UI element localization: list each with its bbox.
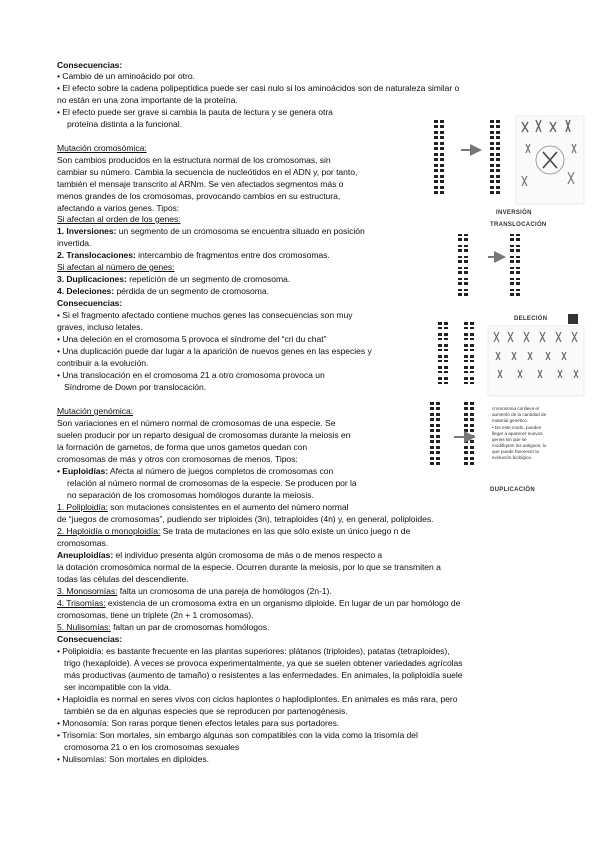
chromosome — [438, 344, 442, 351]
chromosome — [440, 142, 444, 150]
text-line: Son variaciones en el número normal de cromosomas de una especie. Se — [57, 418, 336, 428]
note-line: cromosoma conlleva el — [492, 406, 539, 411]
chromosome — [464, 355, 468, 362]
chromosome — [490, 186, 494, 194]
text-line — [57, 502, 349, 513]
text-line: cromosomas, tiene un triplete (2n + 1 cromosomas). — [57, 610, 254, 620]
chromosome — [470, 402, 474, 410]
chromosome — [490, 142, 494, 150]
translocation-chromosomes-after — [510, 234, 520, 296]
text-line: menos grandes de los cromosomas, provocando cambios en su estructura, — [57, 191, 341, 201]
term-euploidias: • Euploidías: — [57, 466, 109, 476]
term-trisomias: 4. Trisomías: — [57, 598, 106, 608]
label-translocacion: TRANSLOCACIÓN — [490, 222, 547, 228]
term-nulisomias: 5. Nulisomías: — [57, 622, 111, 632]
text-line — [57, 286, 269, 297]
chromosome — [516, 278, 520, 285]
chromosome — [516, 267, 520, 274]
chromosome — [436, 446, 440, 454]
deletion-chromosomes — [464, 322, 474, 384]
chromosome — [464, 457, 468, 465]
chromosome — [440, 175, 444, 183]
chromosome — [516, 289, 520, 296]
chromosome — [464, 344, 468, 351]
chromosome — [438, 377, 442, 384]
text-line: también el mensaje transcrito al ARNm. Se ven afectados segmentos más o — [57, 179, 344, 189]
text-line: de “juegos de cromosomas”, pudiendo ser triploides (3n), tetraploides (4n) y, en general, poliploides. — [57, 514, 434, 524]
chromosome — [440, 153, 444, 161]
text-line: proteína distinta a la funcional. — [67, 119, 182, 129]
definition: faltan un par de cromosomas homólogos. — [110, 622, 270, 632]
chromosome — [496, 120, 500, 128]
term-monosomias: 3. Monosomías: — [57, 586, 118, 596]
duplication-chromosomes-after — [464, 402, 474, 465]
note-line: aumento de la cantidad de — [492, 412, 547, 417]
chromosome — [434, 164, 438, 172]
text-line: la dotación cromosómica normal de la especie. Ocurren durante la meiosis, por lo que se transmiten a — [57, 562, 441, 572]
subheading-orden: Si afectan al orden de los genes: — [57, 214, 181, 224]
chromosome — [464, 256, 468, 263]
chromosome — [516, 234, 520, 241]
label-inversion: INVERSIÓN — [496, 210, 532, 216]
text-line: • El efecto sobre la cadena polipeptídica puede ser casi nulo si los aminoácidos son de naturaleza similar o — [57, 83, 460, 93]
term-haploidia: 2. Haploidía o monoploidía: — [57, 526, 161, 536]
chromosome — [434, 131, 438, 139]
chromosome — [436, 402, 440, 410]
text-line: la formación de gametos, de forma que unos gametos quedan con — [57, 442, 308, 452]
note-line: evolución biológica. — [492, 455, 533, 460]
chromosome — [458, 245, 462, 252]
mutacion-cromosomica-heading: Mutación cromosómica: — [57, 143, 147, 153]
label-duplicacion: DUPLICACIÓN — [490, 487, 535, 493]
chromosome — [430, 413, 434, 421]
chromosome — [496, 186, 500, 194]
chromosome — [470, 355, 474, 362]
chromosome — [444, 322, 448, 329]
definition: falta un cromosoma de una pareja de homólogos (2n-1). — [117, 586, 332, 596]
text-line: • Cambio de un aminoácido por otro. — [57, 71, 195, 81]
chromosome — [490, 131, 494, 139]
text-line: afectando a varios genes. Tipos: — [57, 203, 180, 213]
consecuencias-heading-2: Consecuencias: — [57, 298, 123, 308]
text-line: • Monosomía: Son raras porque tienen efectos letales para sus portadores. — [57, 718, 340, 728]
text-line: Son cambios producidos en la estructura normal de los cromosomas, sin — [57, 155, 331, 165]
chromosome — [444, 377, 448, 384]
text-line — [57, 250, 330, 261]
chromosome — [470, 377, 474, 384]
chromosome — [470, 344, 474, 351]
text-line: • Poliploidía: es bastante frecuente en las plantas superiores: plátanos (triploides), patatas (tetraploides), — [57, 646, 450, 656]
chromosome — [470, 446, 474, 454]
chromosome — [434, 175, 438, 183]
subheading-numero: Si afectan al número de genes: — [57, 262, 175, 272]
consecuencias-heading-1: Consecuencias: — [57, 60, 123, 70]
chromosome — [444, 355, 448, 362]
text-line: también se da en algunas especies que se reproducen por partenogénesis. — [64, 706, 348, 716]
duplication-chromosomes-before — [430, 402, 440, 465]
chromosome — [464, 333, 468, 340]
text-line: graves, incluso letales. — [57, 322, 143, 332]
text-line: cromosomas. — [57, 538, 109, 548]
text-line: suelen producir por un reparto desigual de cromosomas durante la meiosis en — [57, 430, 351, 440]
chromosome — [496, 131, 500, 139]
chromosome — [464, 413, 468, 421]
note-line: modifiquen los antiguos, lo — [492, 443, 547, 448]
definition: existencia de un cromosoma extra en un organismo diploide. En lugar de un par homólogo de — [105, 598, 461, 608]
karyotype-photo-inversion — [516, 116, 584, 204]
chromosome — [436, 435, 440, 443]
text-line: invertida. — [57, 238, 92, 248]
chromosome — [464, 234, 468, 241]
text-line: • Haploidía es normal en seres vivos con ciclos haplontes o haplodiplontes. En animales es más rara, pero — [57, 694, 458, 704]
chromosome — [464, 267, 468, 274]
text-line: • Una deleción en el cromosoma 5 provoca el síndrome del “cri du chat” — [57, 334, 327, 344]
chromosome — [464, 289, 468, 296]
chromosome — [458, 267, 462, 274]
note-line: genes sin que se — [492, 437, 527, 442]
chromosome — [444, 344, 448, 351]
chromosome — [438, 322, 442, 329]
chromosome — [516, 256, 520, 263]
text-line: cromosomas de más y otros con cromosomas de menos. Tipos: — [57, 454, 298, 464]
chromosome — [436, 413, 440, 421]
chromosome — [436, 424, 440, 432]
chromosome — [430, 402, 434, 410]
definition: pérdida de un segmento de cromosoma. — [114, 286, 269, 296]
term-translocaciones: 2. Translocaciones: — [57, 250, 136, 260]
chromosome — [430, 435, 434, 443]
text-line: cambiar su número. Cambia la secuencia de nucleótidos en el ADN y, por tanto, — [57, 167, 358, 177]
chromosome — [430, 446, 434, 454]
chromosome — [490, 120, 494, 128]
text-line: • Trisomía: Son mortales, sin embargo algunas son compatibles con la vida como la trisomía del — [57, 730, 418, 740]
chromosome — [496, 164, 500, 172]
chromosome — [458, 278, 462, 285]
label-delecion: DELECIÓN — [514, 316, 548, 322]
text-line: • Si el fragmento afectado contiene muchos genes las consecuencias son muy — [57, 310, 353, 320]
term-aneuploidias: Aneuploidías: — [57, 550, 114, 560]
text-line: todas las células del descendiente. — [57, 574, 189, 584]
text-line — [57, 466, 333, 477]
chromosome — [490, 153, 494, 161]
text-line: trigo (hexaploide). A veces se provoca experimentalmente, ya que se suelen obtener variedades agrícolas — [64, 658, 463, 668]
text-line — [57, 550, 382, 561]
definition: un segmento de un cromosoma se encuentra situado en posición — [116, 226, 365, 236]
chromosome — [470, 424, 474, 432]
chromosome — [490, 164, 494, 172]
text-line: • Una duplicación puede dar lugar a la aparición de nuevos genes en las especies y — [57, 346, 372, 356]
text-line — [57, 598, 460, 609]
chromosome — [434, 186, 438, 194]
chromosome — [496, 142, 500, 150]
term-poliploidia: 1. Poliploidía: — [57, 502, 108, 512]
chromosome — [434, 120, 438, 128]
text-line: • El efecto puede ser grave si cambia la pauta de lectura y se genera otra — [57, 107, 333, 117]
chromosome — [440, 120, 444, 128]
text-line: ser incompatible con la vida. — [64, 682, 171, 692]
chromosome — [464, 366, 468, 373]
chromosome — [496, 153, 500, 161]
chromosome — [464, 446, 468, 454]
chromosome — [516, 245, 520, 252]
note-line: material genético. — [492, 418, 529, 423]
chromosome — [510, 234, 514, 241]
text-line: relación al número normal de cromosomas de la especie. Se producen por la — [67, 478, 357, 488]
chromosome — [510, 267, 514, 274]
definition: Se trata de mutaciones en las que sólo existe un único juego n de — [160, 526, 411, 536]
chromosome — [470, 333, 474, 340]
chromosome — [470, 322, 474, 329]
definition: el individuo presenta algún cromosoma de más o de menos respecto a — [113, 550, 383, 560]
chromosome — [440, 164, 444, 172]
text-line — [57, 274, 290, 285]
chromosome — [510, 256, 514, 263]
definition: intercambio de fragmentos entre dos cromosomas. — [135, 250, 330, 260]
inversion-chromosomes-after — [490, 120, 500, 194]
note-line: • De este modo, pueden — [492, 425, 542, 430]
chromosome — [490, 175, 494, 183]
text-line: no están en una zona importante de la proteína. — [57, 95, 238, 105]
chromosome — [444, 366, 448, 373]
chromosome — [464, 278, 468, 285]
chromosome — [510, 278, 514, 285]
chromosome — [438, 333, 442, 340]
chromosome — [470, 366, 474, 373]
text-line — [57, 226, 365, 237]
text-line: no separación de los cromosomas homólogos durante la meiosis. — [67, 490, 314, 500]
chromosome — [434, 153, 438, 161]
chromosome — [434, 142, 438, 150]
definition: son mutaciones consistentes en el aumento del número normal — [107, 502, 349, 512]
chromosome — [470, 413, 474, 421]
chromosome — [510, 245, 514, 252]
chromosome-mutations-figure — [428, 112, 588, 497]
text-line — [57, 622, 269, 633]
chromosome — [440, 131, 444, 139]
chromosome — [458, 289, 462, 296]
text-line — [57, 586, 332, 597]
chromosome — [458, 234, 462, 241]
chromosome — [438, 366, 442, 373]
chromosome — [470, 457, 474, 465]
chromosome — [430, 457, 434, 465]
chromosome — [464, 402, 468, 410]
chromosome — [458, 256, 462, 263]
text-line: más productivas (aumento de tamaño) o resistentes a las enfermedades. En animales, la poliploidía suele — [64, 670, 463, 680]
chromosome — [436, 457, 440, 465]
definition: repetición de un segmento de cromosoma. — [126, 274, 291, 284]
mutacion-genomica-heading: Mutación genómica: — [57, 406, 134, 416]
note-line: que puede favorecer la — [492, 449, 539, 454]
karyotype-photo-deletion — [488, 314, 584, 396]
chromosome — [444, 333, 448, 340]
chromosome — [496, 175, 500, 183]
inversion-chromosomes-before — [434, 120, 444, 194]
note-line: llegar a aparecer nuevos — [492, 431, 543, 436]
chromosome — [438, 355, 442, 362]
chromosome — [464, 424, 468, 432]
term-duplicaciones: 3. Duplicaciones: — [57, 274, 127, 284]
chromosome — [430, 424, 434, 432]
text-line: contribuir a la evolución. — [57, 358, 149, 368]
text-line: cromosoma 21 o en los cromosomas sexuales — [64, 742, 240, 752]
chromosome — [440, 186, 444, 194]
definition: Afecta al número de juegos completos de cromosomas con — [108, 466, 334, 476]
chromosome — [464, 322, 468, 329]
text-line — [57, 526, 410, 537]
text-line: Síndrome de Down por translocación. — [64, 382, 207, 392]
term-inversiones: 1. Inversiones: — [57, 226, 117, 236]
consecuencias-heading-3: Consecuencias: — [57, 634, 123, 644]
term-deleciones: 4. Deleciones: — [57, 286, 115, 296]
chromosome — [464, 245, 468, 252]
translocation-chromosomes-before — [438, 234, 468, 384]
chromosome — [510, 289, 514, 296]
text-line: • Nulisomías: Son mortales en diploides. — [57, 754, 209, 764]
text-line: • Una translocación en el cromosoma 21 a otro cromosoma provoca un — [57, 370, 325, 380]
chromosome — [464, 377, 468, 384]
